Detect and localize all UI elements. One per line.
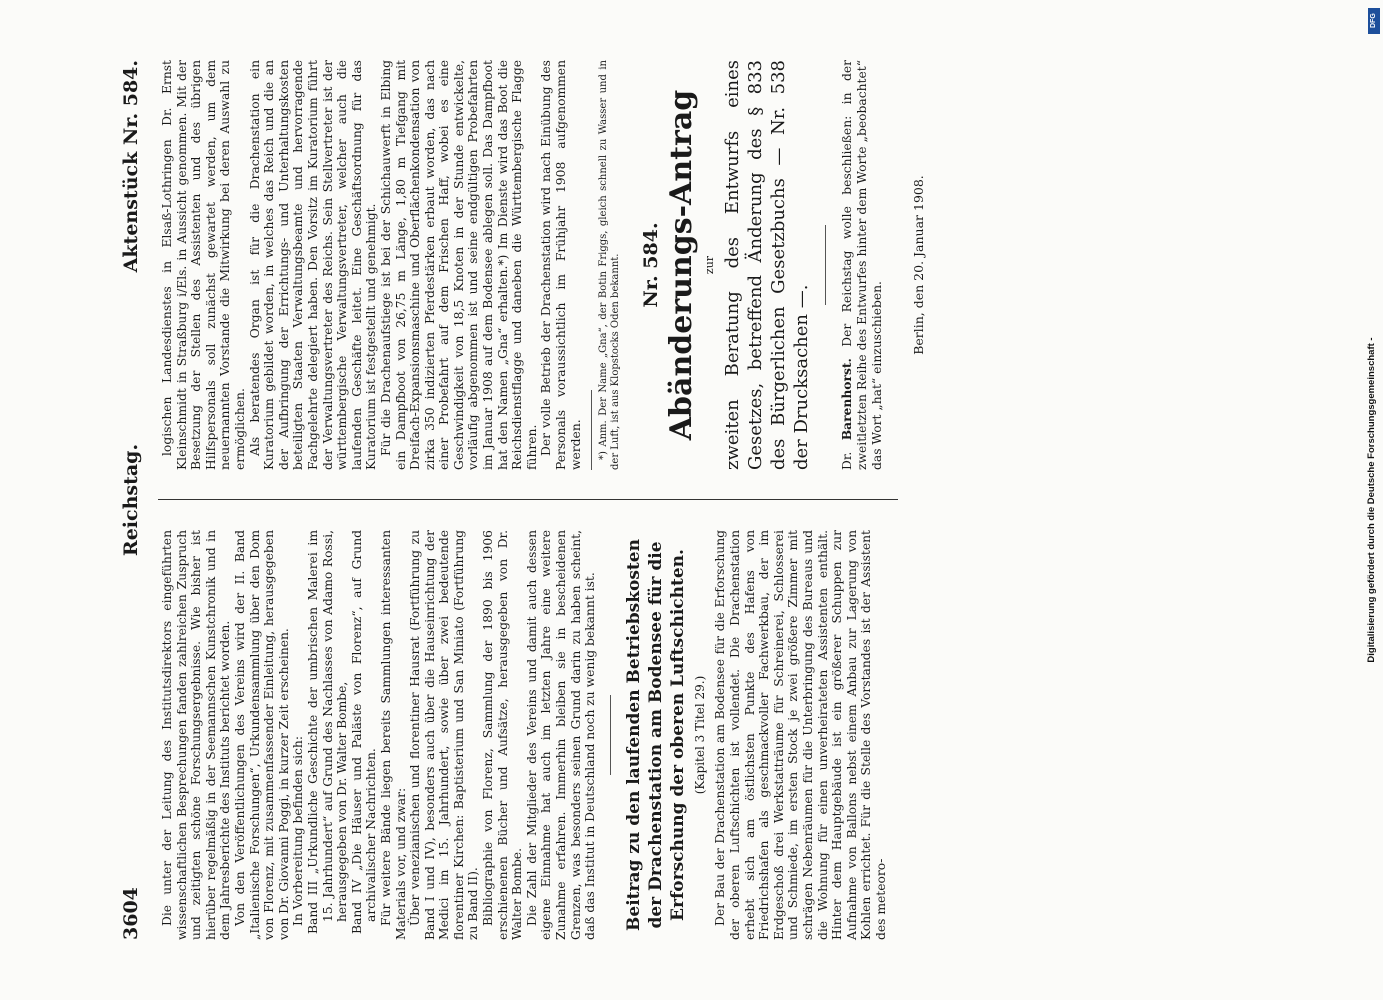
list-item: Band IV „Die Häuser und Paläste von Florenz“, auf Grund archivalischer Nachrichten. [349,530,379,934]
footnote-rule [591,390,592,470]
antrag-title: Abänderungs-Antrag [663,89,699,441]
paragraph: Für weitere Bände liegen bereits Sammlungen interessanten Materials vor, und zwar: [378,530,408,940]
footnote: *) Anm. Der Name „Gna“, der Botin Friggs, gleich schnell zu Wasser und in der Luft, ist aus Klopstocks Oden bekannt. [598,60,622,470]
dfg-logo: DFG [1368,8,1380,34]
document-number: Nr. 584. [640,222,663,308]
paragraph: Über venezianischen und florentiner Hausrat (Fortführung zu Band I und IV), besonders auch über die Hauseinrichtung der Medici im 15. Jahrhundert, sowie über zwei bedeutende florentiner Kirchen: Baptisterium und San Miniato (Fortführung zu Band II). [408,530,481,940]
header-document-title: Aktenstück Nr. 584. [120,60,142,273]
motion-prefix: Dr. [840,451,855,470]
paragraph: Der volle Betrieb der Drachenstation wird nach Einübung des Personals voraussichtlich im Frühjahr 1908 aufgenommen werden. [539,60,583,470]
page-number: 3604 [120,887,142,940]
header-center: Reichstag. [120,443,142,557]
paragraph: Bibliographie von Florenz, Sammlung der 1890 bis 1906 erschienenen Bücher und Aufsätze, herausgegeben von Dr. Walter Bombe. [481,530,525,940]
signoff: Berlin, den 20. Januar 1908. [911,175,927,355]
list-item: Band III „Urkundliche Geschichte der umbrischen Malerei im 15. Jahrhundert“ auf Grund des Nachlasses von Adamo Rossi, herausgegeben von Dr. Walter Bombe, [305,530,350,934]
rotated-document-page [120,60,1280,940]
paragraph: Von den Veröffentlichungen des Vereins wird der II. Band „Italienische Forschungen“, Urkundensammlung über den Dom von Florenz, mit zusammenfassender Einleitung, herausgegeben von Dr. Giovanni Poggi, in kurzer Zeit erscheinen. [232,530,291,940]
column-divider [158,499,898,500]
paragraph: Der Bau der Drachenstation am Bodensee für die Erforschung der oberen Luftschichten ist vollendet. Die Drachenstation erhebt sich am östlichsten Punkte des Hafens von Friedrichshafen als geschmackvoller Fachwerkbau, der im Erdgeschoß drei Werkstatträume für Schreinerei, Schlosserei und Schmiede, im ersten Stock je zwei größere Zimmer mit schrägen Nebenräumen für die Unterbringung des Bureaus und die Wohnung für einen unverheirateten Assistenten enthält. Hinter dem Hauptgebäude ist ein größerer Schuppen zur Aufnahme von Ballons nebst einem Anbau zur Lagerung von Kohlen errichtet. Für die Stelle des Vorstandes ist der Assistent des meteoro- [713,530,888,940]
preparation-list [306,530,379,940]
section-title: Beitrag zu den laufenden Betriebskosten der Drachenstation am Bodensee für die Erforschung der oberen Luftschichten. [623,539,688,931]
motion-text: Der Reichstag wolle beschließen: in der zweitletzten Reihe des Entwurfes hinter dem Worte „beobachtet“ das Wort „hat“ einzuschieben. [840,60,884,470]
paragraph: Die Zahl der Mitglieder des Vereins und damit auch dessen eigene Einnahme hat auch im letzten Jahre eine weitere Zunahme erfahren. Immerhin bleiben sie in bescheidenen Grenzen, was besonders seinen Grund darin zu haben scheint, daß das Institut in Deutschland noch zu wenig bekannt ist. [524,530,598,940]
motion [840,60,884,470]
antrag-body: zweiten Beratung des Entwurfs eines Gesetzes, betreffend Änderung des § 833 des Bürgerlichen Gesetzbuchs — Nr. 538 der Drucksachen —. [722,60,813,470]
paragraph: Für die Drachenaufstiege ist bei der Schichauwerft in Elbing ein Dampfboot von 26,75 m Länge, 1,80 m Tiefgang mit Dreifach-Expansionsmaschine und Oberflächenkondensation von zirka 350 indizierten Pferdestärken erbaut worden, das nach einer Probefahrt auf dem Frischen Haff, wobei es eine Geschwindigkeit von 18,5 Knoten in der Stunde entwickelte, vorläufig abgenommen ist und seine endgültigen Probefahrten im Januar 1908 auf dem Bodensee ablegen soll. Das Dampfboot hat den Namen „Gna“ erhalten.*) Im Dienste wird das Boot die Reichsdienstflagge und daneben die Württembergische Flagge führen. [378,60,539,470]
zur-label: zur [702,255,716,275]
right-column [160,60,927,470]
divider [825,225,826,305]
page-header [120,60,150,940]
paragraph: Als beratendes Organ ist für die Drachenstation ein Kuratorium gebildet worden, in welches das Reich und die an der Aufbringung der Errichtungs- und Unterhaltungskosten beteiligten Staaten Verwaltungsbeamte und hervorragende Fachgelehrte delegiert haben. Den Vorsitz im Kuratorium führt der Verwaltungsvertreter des Reichs. Sein Stellvertreter ist der württembergische Verwaltungsvertreter, welcher auch die laufenden Geschäfte leitet. Eine Geschäftsordnung für das Kuratorium ist festgestellt und genehmigt. [247,60,379,470]
left-column [160,530,889,940]
paragraph: Die unter der Leitung des Institutsdirektors eingeführten wissenschaftlichen Besprechungen fanden zahlreichen Zuspruch und zeitigten schöne Forschungsergebnisse. Wie bisher ist hierüber regelmäßig in der Seemannschen Kunstchronik und in dem Jahresberichte des Instituts berichtet worden. [160,530,233,940]
section-subtitle: (Kapitel 3 Titel 29.) [692,675,707,795]
digitization-credit: Digitalisierung gefördert durch die Deutsche Forschungsgemeinschaft - [1366,337,1377,663]
motion-name: Barenhorst. [839,358,855,441]
paragraph: logischen Landesdienstes in Elsaß-Lothringen Dr. Ernst Kleinschmidt in Straßburg i/Els. in Aussicht genommen. Mit der Besetzung der Stellen des Assistenten und des übrigen Hilfspersonals soll zunächst gewartet werden, um dem neuernannten Vorstande die Mitwirkung bei deren Auswahl zu ermöglichen. [160,60,247,470]
divider [610,695,611,775]
paragraph: In Vorbereitung befinden sich: [291,736,306,926]
